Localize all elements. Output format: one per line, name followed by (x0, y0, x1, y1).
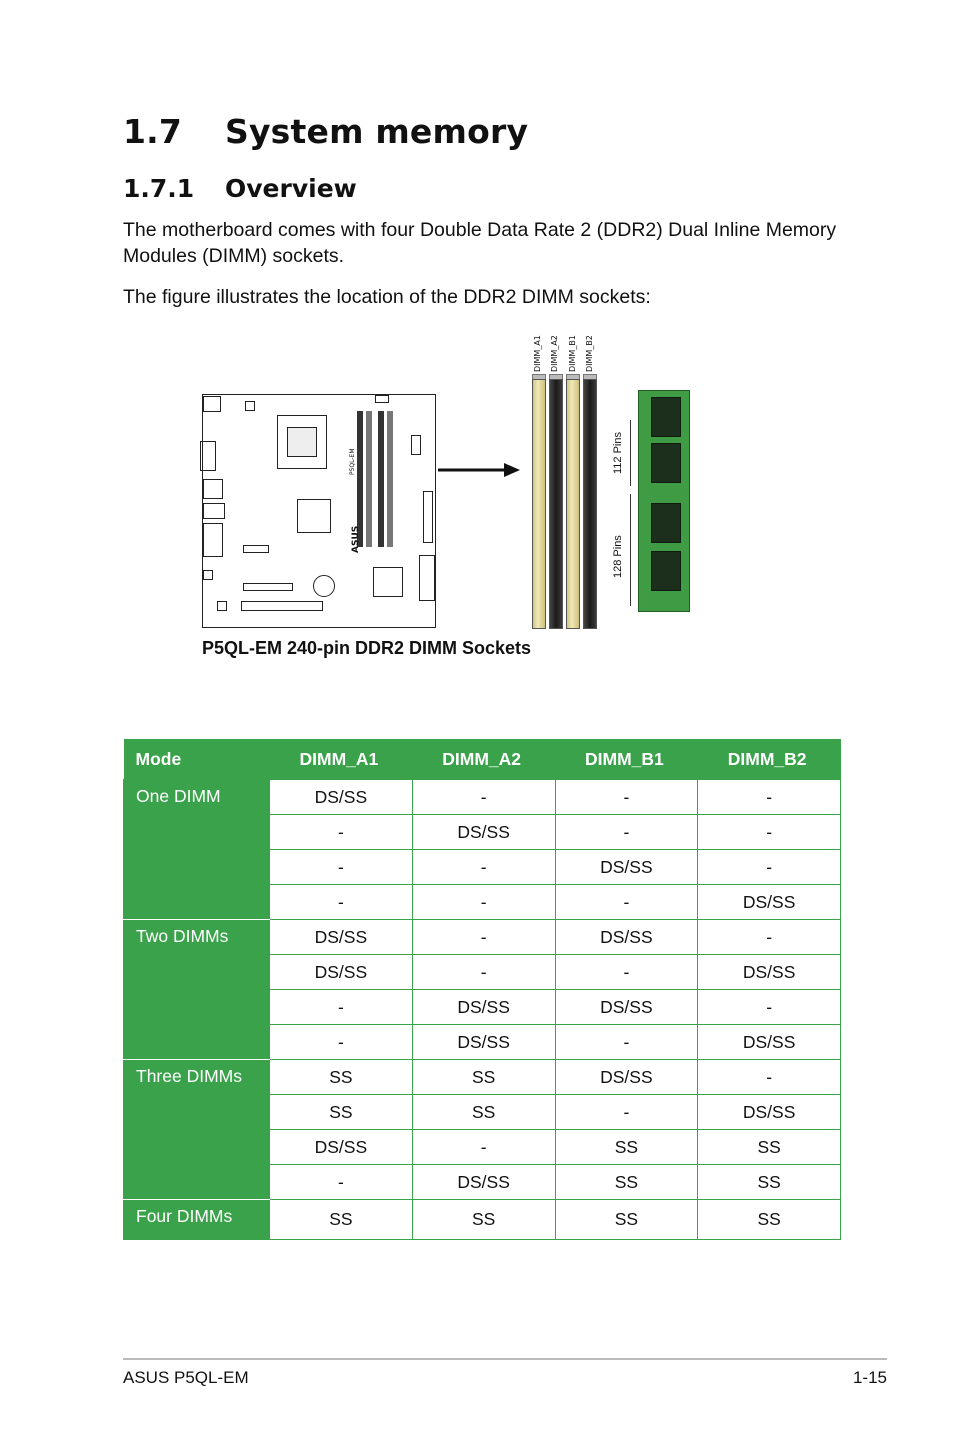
table-cell: SS (555, 1200, 698, 1240)
table-cell: - (412, 850, 555, 885)
table-cell: SS (698, 1165, 841, 1200)
slot-label-b2: DIMM_B2 (585, 335, 594, 372)
dimm-configuration-table (123, 739, 841, 1240)
table-cell: SS (412, 1200, 555, 1240)
table-cell: SS (412, 1095, 555, 1130)
table-cell: - (555, 885, 698, 920)
table-cell: - (555, 955, 698, 990)
dimm-slot-b2 (583, 379, 597, 629)
table-cell: - (270, 1025, 413, 1060)
asus-logo: ASUS (351, 525, 361, 553)
header-dimm-b1: DIMM_B1 (555, 739, 698, 780)
table-cell: - (412, 955, 555, 990)
mode-cell: Four DIMMs (124, 1200, 270, 1240)
pins-bottom-label: 128 Pins (612, 535, 624, 578)
table-cell: - (698, 920, 841, 955)
mode-cell: One DIMM (124, 780, 270, 920)
table-cell: - (412, 920, 555, 955)
motherboard-outline (202, 394, 436, 628)
table-cell: DS/SS (555, 920, 698, 955)
table-cell: SS (555, 1165, 698, 1200)
board-model-label: P5QL-EM (349, 448, 356, 475)
table-cell: SS (270, 1200, 413, 1240)
table-cell: DS/SS (555, 1060, 698, 1095)
table-cell: - (555, 780, 698, 815)
table-cell: - (270, 815, 413, 850)
table-cell: - (412, 1130, 555, 1165)
table-row (124, 920, 841, 955)
table-header-row (124, 739, 841, 780)
table-cell: - (698, 1060, 841, 1095)
slot-label-a2: DIMM_A2 (550, 335, 559, 372)
table-cell: DS/SS (270, 780, 413, 815)
dimm-slot-a2 (549, 379, 563, 629)
table-cell: DS/SS (270, 1130, 413, 1165)
table-cell: DS/SS (412, 1025, 555, 1060)
mode-cell: Two DIMMs (124, 920, 270, 1060)
table-cell: SS (698, 1200, 841, 1240)
footer-page-number: 1-15 (852, 1368, 887, 1387)
table-cell: - (698, 780, 841, 815)
dimm-slot-b1 (566, 379, 580, 629)
table-cell: - (698, 850, 841, 885)
subsection-number: 1.7.1 (123, 174, 195, 203)
header-dimm-b2: DIMM_B2 (698, 739, 841, 780)
table-cell: DS/SS (698, 955, 841, 990)
table-cell: SS (270, 1095, 413, 1130)
table-cell: DS/SS (698, 1025, 841, 1060)
figure-caption: P5QL-EM 240-pin DDR2 DIMM Sockets (202, 638, 532, 658)
table-cell: DS/SS (270, 955, 413, 990)
slot-label-b1: DIMM_B1 (568, 335, 577, 372)
dimm-socket-figure (190, 322, 710, 622)
footer-product: ASUS P5QL-EM (123, 1368, 249, 1387)
table-cell: DS/SS (698, 885, 841, 920)
table-row (124, 780, 841, 815)
table-cell: - (270, 990, 413, 1025)
table-cell: - (270, 1165, 413, 1200)
dimm-slot-a1 (532, 379, 546, 629)
table-cell: - (555, 815, 698, 850)
slot-label-a1: DIMM_A1 (533, 335, 542, 372)
table-cell: - (555, 1025, 698, 1060)
table-cell: - (270, 850, 413, 885)
table-cell: DS/SS (412, 990, 555, 1025)
header-dimm-a1: DIMM_A1 (270, 739, 413, 780)
pins-top-label: 112 Pins (612, 432, 624, 474)
subsection-heading (123, 174, 357, 203)
header-mode: Mode (124, 739, 270, 780)
table-row (124, 1060, 841, 1095)
table-row (124, 1200, 841, 1240)
figure-intro-paragraph: The figure illustrates the location of the DDR2 DIMM sockets: (123, 286, 651, 308)
table-cell: DS/SS (555, 990, 698, 1025)
section-heading (123, 112, 528, 151)
table-cell: SS (412, 1060, 555, 1095)
mode-cell: Three DIMMs (124, 1060, 270, 1200)
table-cell: SS (270, 1060, 413, 1095)
header-dimm-a2: DIMM_A2 (412, 739, 555, 780)
table-cell: DS/SS (270, 920, 413, 955)
dimm-module (638, 390, 690, 612)
section-title: System memory (225, 112, 529, 151)
table-cell: DS/SS (555, 850, 698, 885)
table-cell: - (412, 885, 555, 920)
table-cell: DS/SS (698, 1095, 841, 1130)
arrow-icon (438, 463, 522, 477)
footer-divider (123, 1358, 887, 1360)
intro-paragraph: The motherboard comes with four Double Data Rate 2 (DDR2) Dual Inline Memory Modules (DIMM) sockets. (123, 219, 837, 267)
table-cell: DS/SS (412, 815, 555, 850)
table-cell: - (555, 1095, 698, 1130)
table-cell: - (698, 990, 841, 1025)
table-cell: SS (698, 1130, 841, 1165)
table-cell: SS (555, 1130, 698, 1165)
subsection-title: Overview (225, 174, 357, 203)
table-cell: DS/SS (412, 1165, 555, 1200)
section-number: 1.7 (123, 112, 183, 151)
table-cell: - (412, 780, 555, 815)
table-cell: - (698, 815, 841, 850)
table-cell: - (270, 885, 413, 920)
